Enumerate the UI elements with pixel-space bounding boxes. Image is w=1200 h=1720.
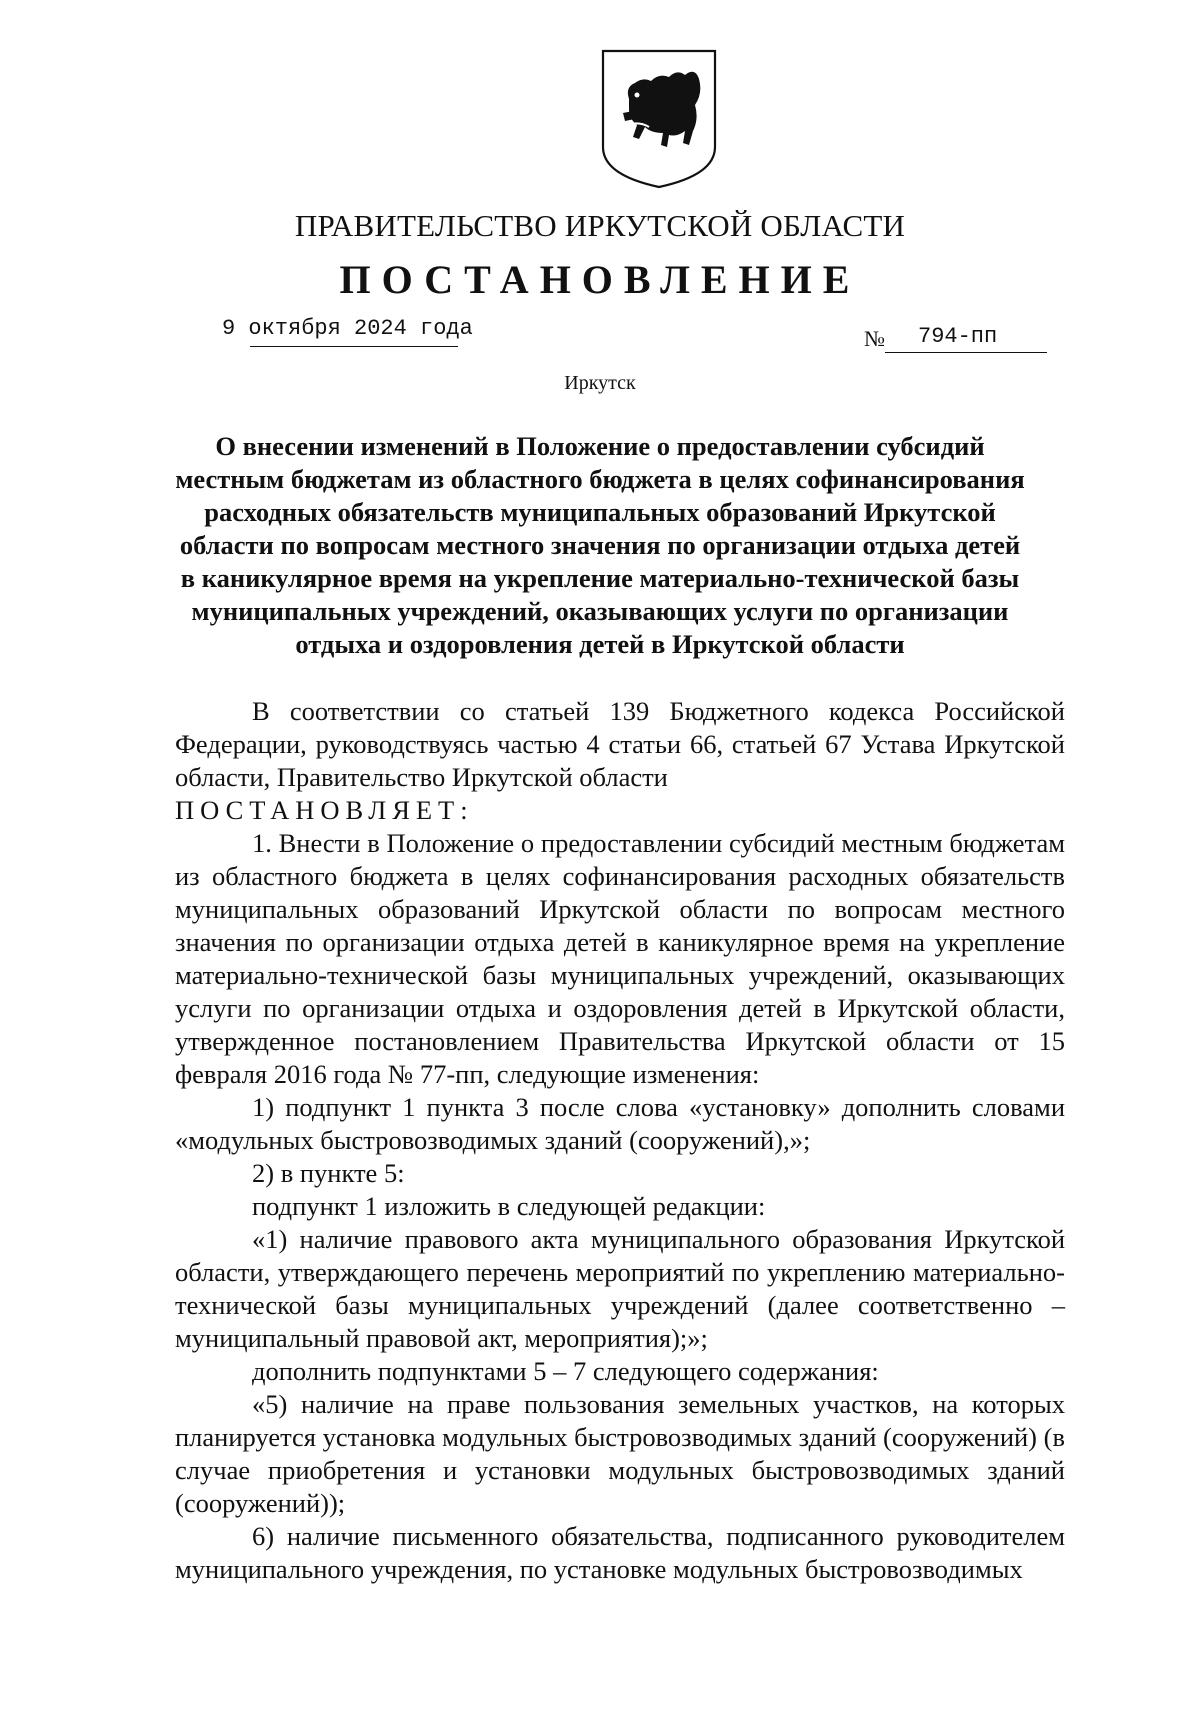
- coat-of-arms-icon: [599, 47, 719, 190]
- decree-number: 794-пп: [918, 324, 998, 349]
- city: Иркутск: [564, 372, 636, 394]
- document-title: О внесении изменений в Положение о предоставлении субсидий местным бюджетам из областного бюджета в целях софинансирования расходных обязательств муниципальных образований Иркутской области по вопросам местного значения по организации отдыха детей в каникулярное время на укрепление материально-технической базы муниципальных учреждений, оказывающих услуги по организации отдыха и оздоровления детей в Иркутской области: [175, 431, 1025, 659]
- paragraph-3: 2) в пункте 5:: [252, 1158, 405, 1188]
- paragraph-6: дополнить подпунктами 5 – 7 следующего содержания:: [252, 1356, 879, 1386]
- paragraph-2: 1) подпункт 1 пункта 3 после слова «установку» дополнить словами «модульных быстровозводимых зданий (сооружений),»;: [175, 1092, 1065, 1155]
- date-underline: [250, 346, 458, 347]
- document-type-heading: ПОСТАНОВЛЕНИЕ: [339, 257, 861, 302]
- resolves-heading: ПОСТАНОВЛЯЕТ:: [175, 795, 474, 825]
- number-underline: [885, 352, 1047, 353]
- paragraph-1: 1. Внести в Положение о предоставлении субсидий местным бюджетам из областного бюджета в целях софинансирования расходных обязательств муниципальных образований Иркутской области по вопросам местного значения по организации отдыха детей в каникулярное время на укрепление материально-технической базы муниципальных учреждений, оказывающих услуги по организации отдыха и оздоровления детей в Иркутской области, утвержденное постановлением Правительства Иркутской области от 15 февраля 2016 года № 77-пп, следующие изменения:: [175, 828, 1065, 1089]
- preamble-paragraph: В соответствии со статьей 139 Бюджетного кодекса Российской Федерации, руководствуясь частью 4 статьи 66, статьей 67 Устава Иркутской области, Правительство Иркутской области: [175, 696, 1065, 792]
- paragraph-7: «5) наличие на праве пользования земельных участков, на которых планируется установка модульных быстровозводимых зданий (сооружений) (в случае приобретения и установки модульных быстровозводимых зданий (сооружений));: [175, 1389, 1065, 1518]
- paragraph-5: «1) наличие правового акта муниципального образования Иркутской области, утверждающего перечень мероприятий по укреплению материально-технической базы муниципальных учреждений (далее соответственно – муниципальный правовой акт, мероприятия);»;: [175, 1224, 1065, 1353]
- paragraph-8: 6) наличие письменного обязательства, подписанного руководителем муниципального учреждения, по установке модульных быстровозводимых: [175, 1521, 1065, 1584]
- number-label: №: [864, 326, 885, 351]
- decree-date: 9 октября 2024 года: [222, 316, 473, 341]
- document-body: [175, 695, 1065, 1586]
- issuing-authority: ПРАВИТЕЛЬСТВО ИРКУТСКОЙ ОБЛАСТИ: [294, 208, 906, 243]
- paragraph-4: подпункт 1 изложить в следующей редакции:: [252, 1191, 766, 1221]
